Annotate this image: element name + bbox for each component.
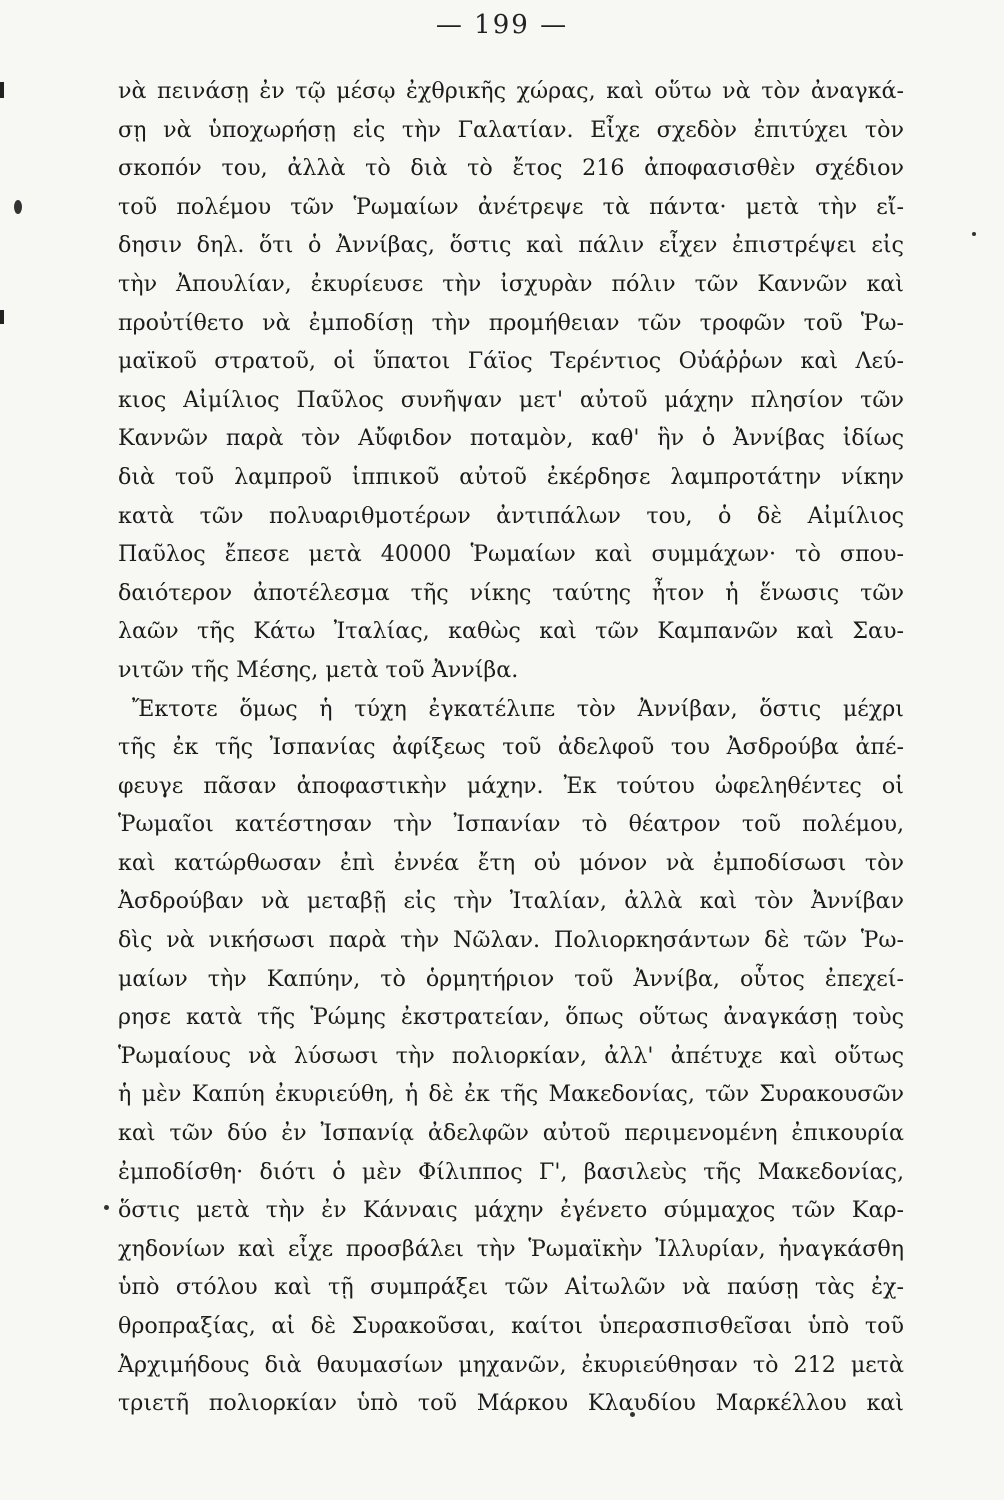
text-line: σκοπόν του, ἀλλὰ τὸ διὰ τὸ ἔτος 216 ἀποφασισθὲν σχέδιον bbox=[118, 155, 904, 182]
text-line: θροπραξίας, αἱ δὲ Συρακοῦσαι, καίτοι ὑπερασπισθεῖσαι ὑπὸ τοῦ bbox=[118, 1313, 904, 1339]
text-line: Ῥωμαῖοι κατέστησαν τὴν Ἰσπανίαν τὸ θέατρον τοῦ πολέμου, bbox=[118, 811, 904, 838]
text-line: Καννῶν παρὰ τὸν Αὔφιδον ποταμὸν, καθ' ἣν ὁ Ἀννίβας ἰδίως bbox=[118, 425, 904, 452]
binding-edge-mark bbox=[0, 82, 4, 98]
ink-speck bbox=[14, 200, 22, 214]
text-line: προὐτίθετο νὰ ἐμποδίσῃ τὴν προμήθειαν τῶν τροφῶν τοῦ Ῥω- bbox=[118, 309, 904, 336]
text-line: Παῦλος ἔπεσε μετὰ 40000 Ῥωμαίων καὶ συμμάχων· τὸ σπου- bbox=[118, 541, 904, 568]
text-line: φευγε πᾶσαν ἀποφαστικὴν μάχην. Ἐκ τούτου ὠφεληθέντες οἱ bbox=[118, 772, 904, 799]
ink-speck bbox=[104, 1205, 109, 1210]
text-line: τοῦ πολέμου τῶν Ῥωμαίων ἀνέτρεψε τὰ πάντα· μετὰ τὴν εἴ- bbox=[118, 193, 904, 220]
text-line: Ἀσδρούβαν νὰ μεταβῇ εἰς τὴν Ἰταλίαν, ἀλλὰ καὶ τὸν Ἀννίβαν bbox=[118, 888, 904, 915]
text-line: νιτῶν τῆς Μέσης, μετὰ τοῦ Ἀννίβα. bbox=[118, 656, 519, 683]
text-line: τριετῆ πολιορκίαν ὑπὸ τοῦ Μάρκου Κλαυδίου Μαρκέλλου καὶ bbox=[118, 1390, 904, 1417]
text-line: τὴν Ἀπουλίαν, ἐκυρίευσε τὴν ἰσχυρὰν πόλιν τῶν Καννῶν καὶ bbox=[118, 270, 904, 297]
text-line: ρησε κατὰ τῆς Ῥώμης ἐκστρατείαν, ὅπως οὕτως ἀναγκάσῃ τοὺς bbox=[118, 1004, 904, 1031]
text-line: νὰ πεινάσῃ ἐν τῷ μέσῳ ἐχθρικῆς χώρας, καὶ οὕτω νὰ τὸν ἀναγκά- bbox=[118, 78, 904, 104]
text-line: ὅστις μετὰ τὴν ἐν Κάνναις μάχην ἐγένετο σύμμαχος τῶν Καρ- bbox=[118, 1197, 904, 1224]
text-line: διὰ τοῦ λαμπροῦ ἱππικοῦ αὐτοῦ ἐκέρδησε λαμπροτάτην νίκην bbox=[118, 463, 904, 490]
text-line: κατὰ τῶν πολυαριθμοτέρων ἀντιπάλων του, ὁ δὲ Αἰμίλιος bbox=[118, 502, 904, 529]
text-line: ὑπὸ στόλου καὶ τῇ συμπράξει τῶν Αἰτωλῶν νὰ παύσῃ τὰς ἐχ- bbox=[118, 1274, 904, 1301]
text-line: δὶς νὰ νικήσωσι παρὰ τὴν Νῶλαν. Πολιορκησάντων δὲ τῶν Ῥω- bbox=[118, 927, 904, 954]
text-line: δησιν δηλ. ὅτι ὁ Ἀννίβας, ὅστις καὶ πάλιν εἶχεν ἐπιστρέψει εἰς bbox=[118, 232, 904, 259]
page-number: — 199 — bbox=[435, 10, 569, 40]
text-line: Ῥωμαίους νὰ λύσωσι τὴν πολιορκίαν, ἀλλ' ἀπέτυχε καὶ οὕτως bbox=[118, 1042, 904, 1069]
ink-speck bbox=[972, 232, 976, 236]
binding-edge-mark bbox=[0, 310, 4, 324]
text-line: καὶ κατώρθωσαν ἐπὶ ἐννέα ἔτη οὐ μόνον νὰ ἐμποδίσωσι τὸν bbox=[118, 849, 904, 876]
text-line: κιος Αἰμίλιος Παῦλος συνῆψαν μετ' αὐτοῦ μάχην πλησίον τῶν bbox=[118, 386, 904, 413]
text-line: ἡ μὲν Καπύη ἐκυριεύθη, ἡ δὲ ἐκ τῆς Μακεδονίας, τῶν Συρακουσῶν bbox=[118, 1081, 904, 1108]
text-line: μαϊκοῦ στρατοῦ, οἱ ὕπατοι Γάϊος Τερέντιος Οὐάῤῥων καὶ Λεύ- bbox=[118, 348, 904, 375]
text-line: χηδονίων καὶ εἶχε προσβάλει τὴν Ῥωμαϊκὴν Ἰλλυρίαν, ἠναγκάσθη bbox=[118, 1235, 904, 1262]
text-line: τῆς ἐκ τῆς Ἰσπανίας ἀφίξεως τοῦ ἀδελφοῦ του Ἀσδρούβα ἀπέ- bbox=[118, 734, 904, 761]
text-line: καὶ τῶν δύο ἐν Ἰσπανίᾳ ἀδελφῶν αὐτοῦ περιμενομένη ἐπικουρία bbox=[118, 1120, 904, 1147]
text-line: δαιότερον ἀποτέλεσμα τῆς νίκης ταύτης ἦτον ἡ ἕνωσις τῶν bbox=[118, 579, 904, 606]
body-text bbox=[118, 72, 904, 1423]
text-line: λαῶν τῆς Κάτω Ἰταλίας, καθὼς καὶ τῶν Καμπανῶν καὶ Σαυ- bbox=[118, 618, 904, 645]
text-line: ἐμποδίσθη· διότι ὁ μὲν Φίλιππος Γ', βασιλεὺς τῆς Μακεδονίας, bbox=[118, 1158, 904, 1185]
text-line: μαίων τὴν Καπύην, τὸ ὁρμητήριον τοῦ Ἀννίβα, οὗτος ἐπεχεί- bbox=[118, 965, 904, 992]
text-line: Ἀρχιμήδους διὰ θαυμασίων μηχανῶν, ἐκυριεύθησαν τὸ 212 μετὰ bbox=[118, 1351, 904, 1378]
text-line: σῃ νὰ ὑποχωρήσῃ εἰς τὴν Γαλατίαν. Εἶχε σχεδὸν ἐπιτύχει τὸν bbox=[118, 116, 904, 143]
text-line: Ἔκτοτε ὅμως ἡ τύχη ἐγκατέλιπε τὸν Ἀννίβαν, ὅστις μέχρι bbox=[132, 695, 904, 722]
